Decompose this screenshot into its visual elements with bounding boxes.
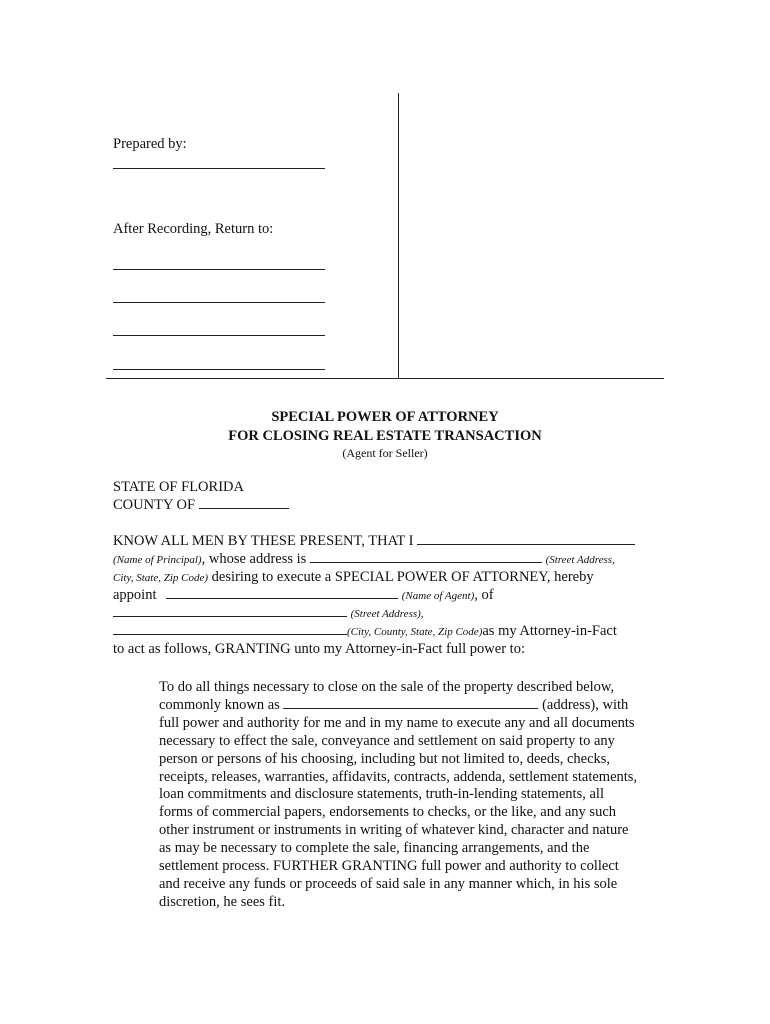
body-line-3 xyxy=(113,568,594,587)
paragraph-line xyxy=(159,697,659,715)
name-of-agent-caption: (Name of Agent) xyxy=(401,590,475,602)
whose-address-text: , whose address is xyxy=(201,551,307,567)
return-to-line-2[interactable] xyxy=(113,302,325,303)
agent-street-blank[interactable] xyxy=(113,616,347,617)
title-line-1: SPECIAL POWER OF ATTORNEY xyxy=(271,409,499,425)
body-line-6 xyxy=(113,622,617,641)
body-line-1 xyxy=(113,532,635,550)
title-subtitle: (Agent for Seller) xyxy=(342,446,428,460)
city-county-state-zip-caption: (City, County, State, Zip Code) xyxy=(347,626,483,638)
return-to-line-4[interactable] xyxy=(113,369,325,370)
prepared-by-label: Prepared by: xyxy=(113,136,187,152)
paragraph-line: loan commitments and disclosure statements, truth-in-lending statements, all xyxy=(159,786,604,803)
recording-box-bottom-rule xyxy=(106,378,664,379)
agent-name-blank[interactable] xyxy=(166,598,398,599)
recording-box-divider xyxy=(398,93,399,378)
name-of-principal-caption: (Name of Principal) xyxy=(113,554,202,566)
paragraph-line: and receive any funds or proceeds of said sale in any manner which, in his sole xyxy=(159,875,618,892)
paragraph-line: forms of commercial papers, endorsements to checks, or the like, and any such xyxy=(159,804,617,821)
paragraph-line: settlement process. FURTHER GRANTING full power and authority to collect xyxy=(159,858,619,875)
agent-street-caption: (Street Address), xyxy=(350,608,424,620)
paragraph-line: discretion, he sees fit. xyxy=(159,893,286,910)
desiring-text: desiring to execute a SPECIAL POWER OF ATTORNEY, hereby xyxy=(208,569,594,585)
agent-city-blank[interactable] xyxy=(113,634,347,635)
return-to-line-3[interactable] xyxy=(113,335,325,336)
appoint-text: appoint xyxy=(113,587,157,603)
title-line-2: FOR CLOSING REAL ESTATE TRANSACTION xyxy=(228,428,542,444)
body-line-2 xyxy=(113,550,615,569)
commonly-known-as-text: commonly known as xyxy=(159,696,280,713)
address-with-text: (address), with xyxy=(538,696,629,713)
powers-paragraph xyxy=(159,679,659,912)
of-text: , of xyxy=(474,587,494,603)
street-address-caption: (Street Address, xyxy=(545,554,615,566)
principal-address-blank[interactable] xyxy=(310,562,542,563)
paragraph-line: receipts, releases, warranties, affidavits, contracts, addenda, settlement statements, xyxy=(159,768,638,785)
body-line-4 xyxy=(113,586,494,605)
paragraph-line: as may be necessary to complete the sale, financing arrangements, and the xyxy=(159,840,590,857)
paragraph-line: person or persons of his choosing, including but not limited to, deeds, checks, xyxy=(159,750,611,767)
county-blank[interactable] xyxy=(199,508,289,509)
prepared-by-line[interactable] xyxy=(113,168,325,169)
county-label: COUNTY OF xyxy=(113,497,196,513)
body-line-7: to act as follows, GRANTING unto my Attorney-in-Fact full power to: xyxy=(113,641,525,657)
know-all-men-text: KNOW ALL MEN BY THESE PRESENT, THAT I xyxy=(113,533,414,549)
city-state-zip-caption: City, State, Zip Code) xyxy=(113,572,209,584)
paragraph-line: To do all things necessary to close on the sale of the property described below, xyxy=(159,679,615,695)
after-recording-label: After Recording, Return to: xyxy=(113,221,274,237)
paragraph-line: necessary to effect the sale, conveyance and settlement on said property to any xyxy=(159,732,615,749)
return-to-line-1[interactable] xyxy=(113,269,325,270)
paragraph-line: full power and authority for me and in my name to execute any and all documents xyxy=(159,714,635,731)
attorney-in-fact-text: as my Attorney-in-Fact xyxy=(482,623,617,639)
property-address-blank[interactable] xyxy=(283,708,538,709)
state-label: STATE OF FLORIDA xyxy=(113,479,244,495)
paragraph-line: other instrument or instruments in writing of whatever kind, character and nature xyxy=(159,822,629,839)
body-line-5 xyxy=(113,604,424,623)
principal-name-blank[interactable] xyxy=(417,544,635,545)
county-line xyxy=(113,496,289,514)
